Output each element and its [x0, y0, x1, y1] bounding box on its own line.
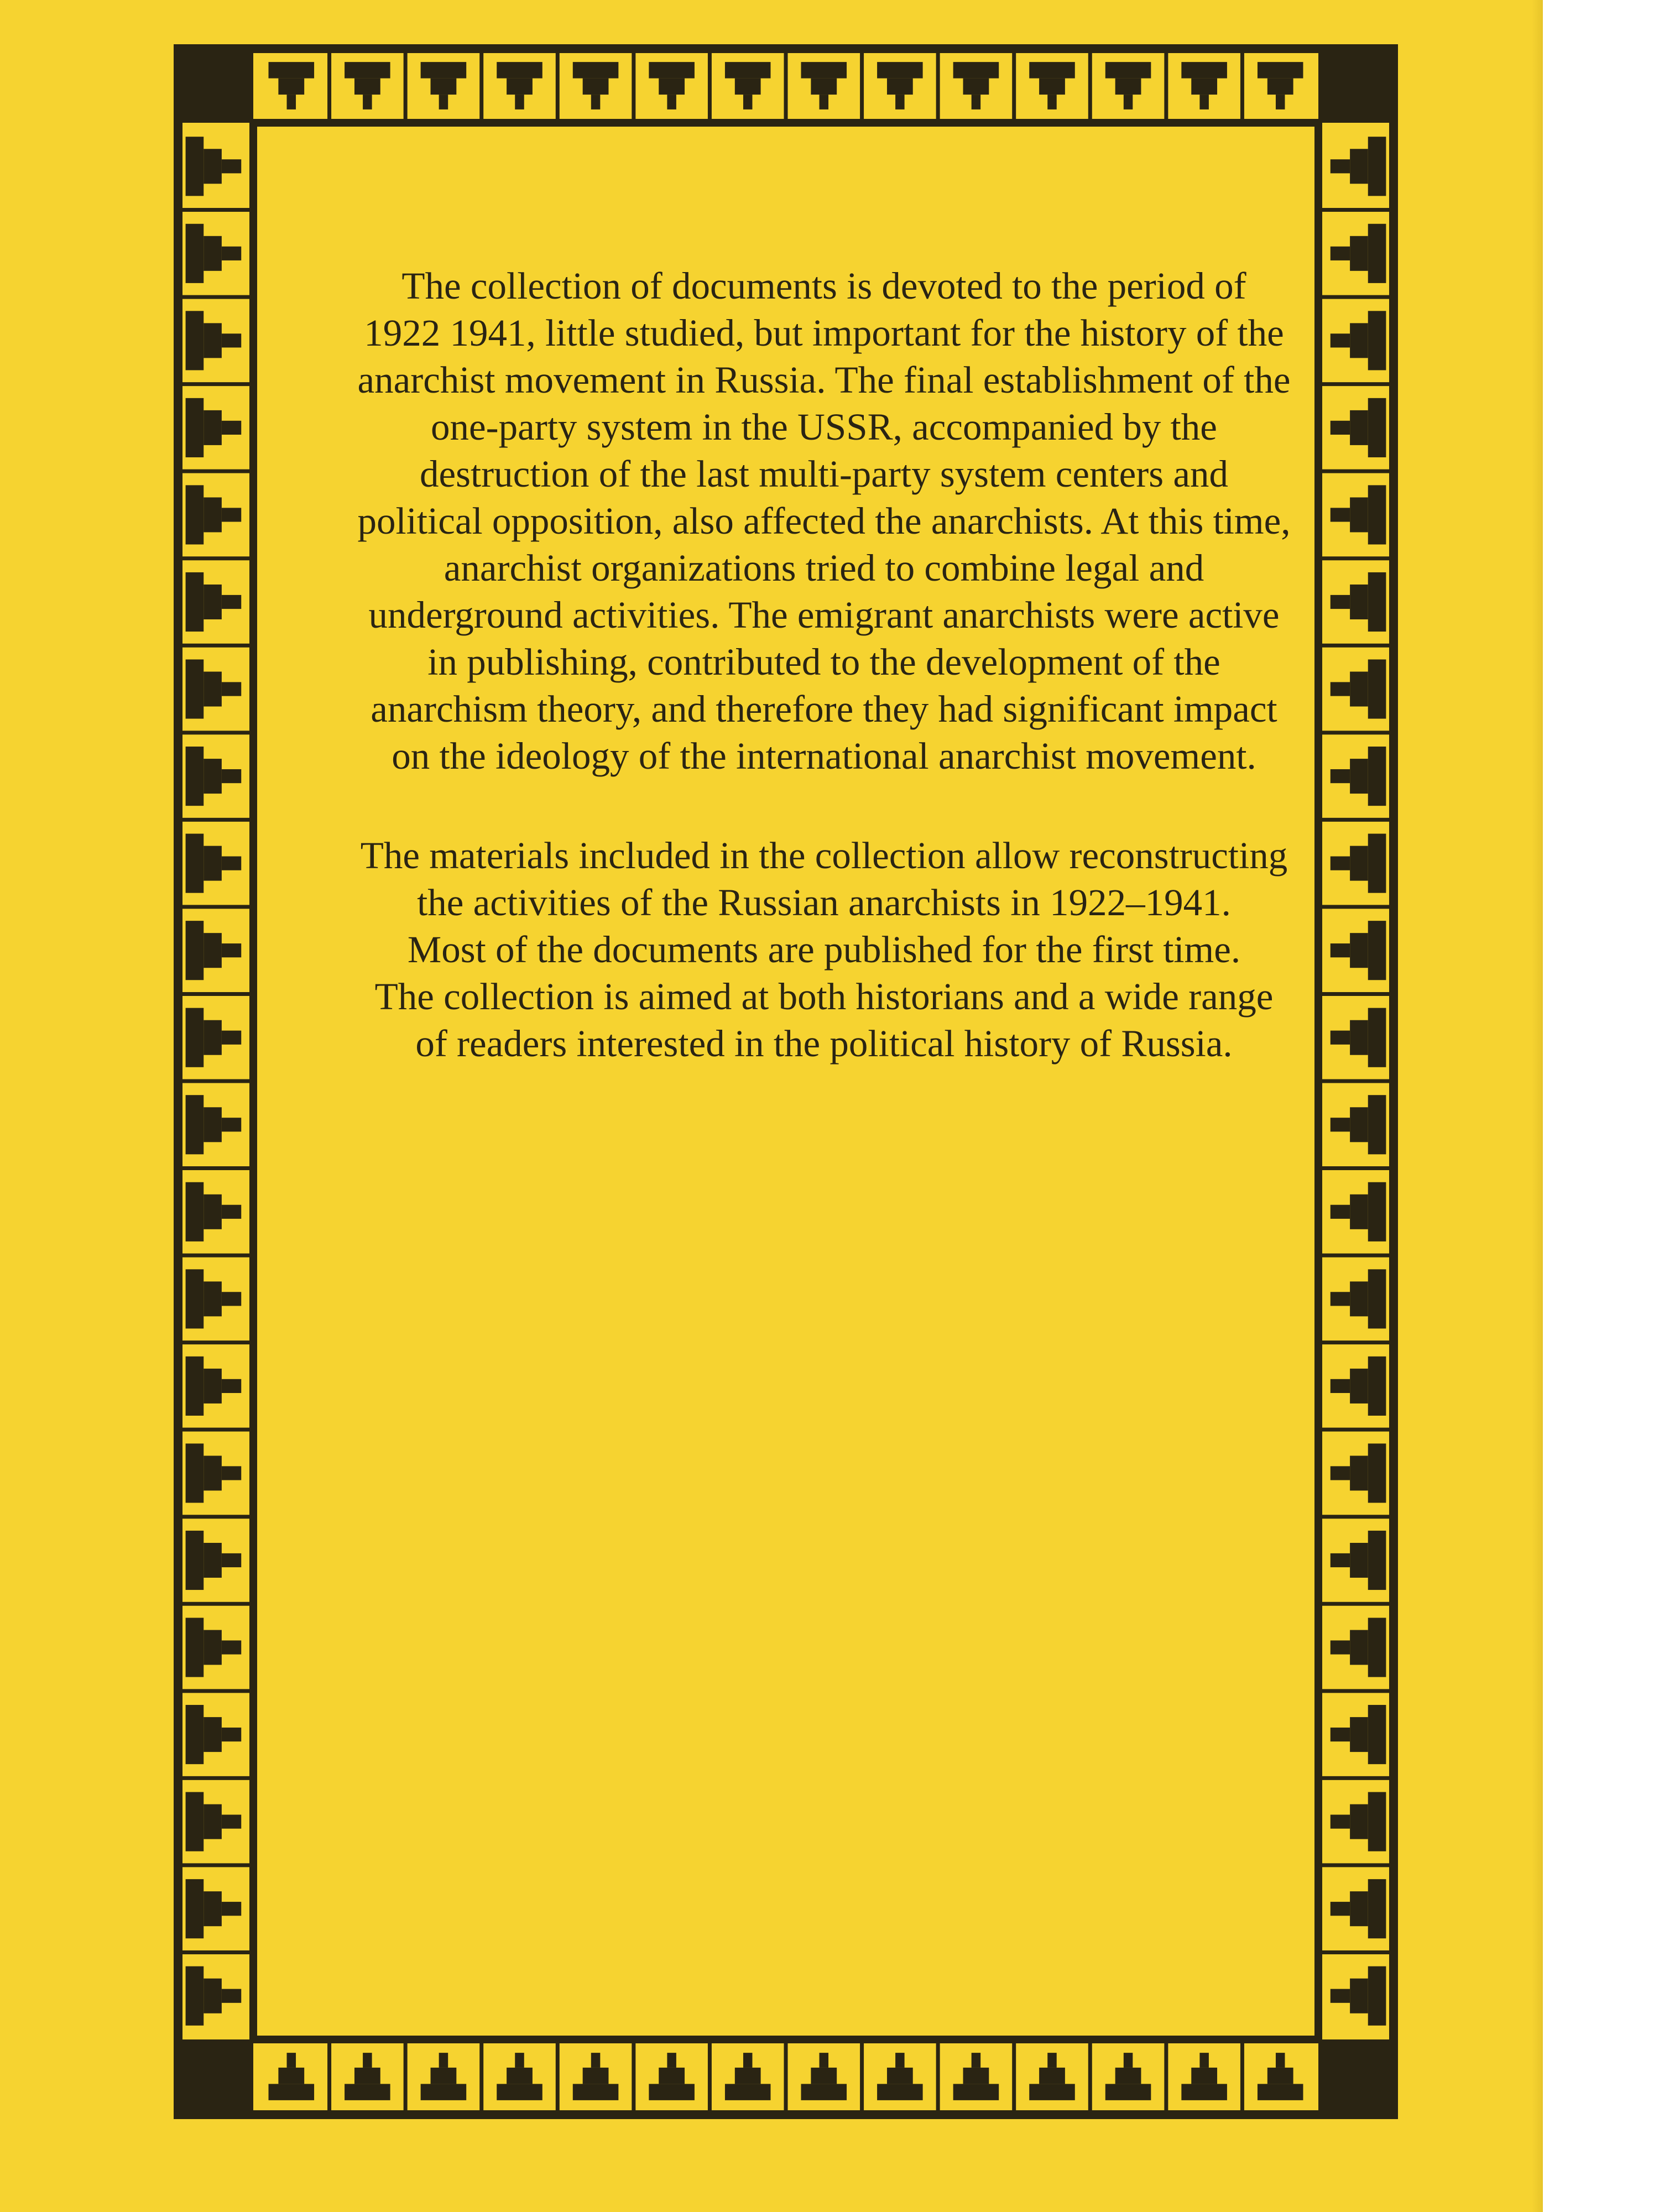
border-motif — [439, 2053, 448, 2068]
border-motif — [725, 62, 771, 78]
border-motif — [1105, 62, 1151, 78]
border-motif — [1368, 1357, 1386, 1416]
border-motif — [204, 323, 222, 358]
border-motif — [1350, 1804, 1368, 1839]
border-motif — [743, 95, 753, 109]
border-motif — [222, 247, 241, 260]
border-motif — [1368, 398, 1386, 457]
border-motif — [591, 2053, 601, 2068]
border-motif — [515, 2053, 524, 2068]
border-motif — [1368, 1095, 1386, 1154]
border-motif — [363, 2053, 372, 2068]
border-motif — [287, 95, 296, 109]
border-motif — [1350, 1717, 1368, 1752]
border-motif — [583, 2068, 609, 2084]
border-motif — [1199, 95, 1209, 109]
border-motif — [1368, 311, 1386, 370]
border-motif — [1350, 1979, 1368, 2013]
border-motif — [972, 95, 981, 109]
description-paragraph-1 — [288, 263, 1360, 780]
border-motif — [1115, 2068, 1141, 2084]
border-motif — [1331, 1815, 1350, 1829]
border-motif — [820, 95, 829, 109]
border-motif — [204, 1020, 222, 1055]
border-motif — [222, 1466, 241, 1480]
border-motif — [801, 2084, 847, 2100]
border-motif — [222, 857, 241, 870]
border-motif — [1368, 747, 1386, 806]
border-motif — [820, 2053, 829, 2068]
border-motif — [1368, 1531, 1386, 1590]
border-motif — [743, 2053, 753, 2068]
border-motif — [1368, 137, 1386, 196]
border-motif — [963, 79, 989, 95]
border-motif — [1331, 1118, 1350, 1131]
border-motif — [222, 1205, 241, 1219]
border-motif — [222, 1379, 241, 1393]
border-motif — [186, 1182, 204, 1241]
border-motif — [222, 1902, 241, 1916]
border-motif — [1350, 1369, 1368, 1404]
border-motif — [222, 682, 241, 696]
border-motif — [1368, 1443, 1386, 1503]
border-corner-br — [1318, 2039, 1394, 2115]
border-motif — [354, 2068, 380, 2084]
border-motif — [421, 62, 467, 78]
border-motif — [811, 2068, 837, 2084]
border-motif — [204, 1543, 222, 1578]
border-motif — [1331, 247, 1350, 260]
border-motif — [1331, 1292, 1350, 1306]
border-motif — [204, 585, 222, 619]
border-motif — [204, 1455, 222, 1490]
border-motif — [573, 2084, 619, 2100]
border-motif — [1331, 1379, 1350, 1393]
border-motif — [649, 62, 695, 78]
border-motif — [186, 1443, 204, 1503]
border-motif — [1029, 62, 1075, 78]
border-motif — [431, 2068, 457, 2084]
border-motif — [222, 1728, 241, 1741]
border-motif — [1039, 2068, 1065, 2084]
border-motif — [725, 2084, 771, 2100]
border-motif — [287, 2053, 296, 2068]
border-motif — [186, 1357, 204, 1416]
border-motif — [186, 659, 204, 718]
border-motif — [497, 2084, 542, 2100]
border-motif — [515, 95, 524, 109]
border-motif — [1368, 1008, 1386, 1067]
border-motif — [1368, 224, 1386, 283]
border-motif — [186, 1792, 204, 1851]
border-motif — [204, 933, 222, 968]
border-motif — [222, 159, 241, 173]
border-motif — [953, 62, 999, 78]
border-motif — [222, 1640, 241, 1654]
border-motif — [222, 1815, 241, 1829]
border-motif — [204, 1717, 222, 1752]
text-line: destruction of the last multi-party system centers and — [419, 453, 1229, 495]
border-motif — [573, 62, 619, 78]
border-motif — [659, 2068, 685, 2084]
border-motif — [887, 79, 913, 95]
border-motif — [204, 1369, 222, 1404]
border-motif — [1047, 95, 1057, 109]
border-motif — [186, 311, 204, 370]
border-motif — [649, 2084, 695, 2100]
border-motif — [497, 62, 542, 78]
border-motif — [1258, 2084, 1303, 2100]
border-motif — [186, 1531, 204, 1590]
border-motif — [222, 421, 241, 435]
border-motif — [345, 2084, 390, 2100]
border-motif — [1350, 149, 1368, 184]
border-motif — [1350, 1281, 1368, 1316]
border-motif — [204, 410, 222, 445]
text-line: anarchism theory, and therefore they had significant impact — [371, 688, 1277, 730]
border-motif — [186, 1966, 204, 2026]
border-motif — [204, 846, 222, 881]
border-motif — [186, 834, 204, 893]
border-motif — [667, 95, 676, 109]
border-motif — [222, 1292, 241, 1306]
border-motif — [204, 1630, 222, 1665]
border-motif — [1368, 1966, 1386, 2026]
text-line: the activities of the Russian anarchists in 1922–1941. — [417, 881, 1231, 924]
border-motif — [204, 236, 222, 271]
border-motif — [1331, 1728, 1350, 1741]
border-motif — [278, 79, 304, 95]
border-motif — [972, 2053, 981, 2068]
border-motif — [431, 79, 457, 95]
text-line: anarchist movement in Russia. The final establishment of the — [357, 359, 1291, 401]
border-motif — [222, 769, 241, 783]
border-motif — [811, 79, 837, 95]
border-motif — [1350, 1630, 1368, 1665]
border-motif — [895, 2053, 905, 2068]
border-motif — [204, 1891, 222, 1926]
border-motif — [1350, 1107, 1368, 1142]
border-motif — [1368, 834, 1386, 893]
text-line: in publishing, contributed to the development of the — [427, 641, 1220, 683]
border-motif — [953, 2084, 999, 2100]
text-line: The collection of documents is devoted to the period of — [401, 265, 1246, 307]
border-motif — [1276, 95, 1285, 109]
border-motif — [186, 485, 204, 544]
border-motif — [186, 1705, 204, 1764]
border-motif — [186, 1618, 204, 1677]
border-motif — [1181, 62, 1227, 78]
cover-edge-shadow — [1532, 0, 1543, 2212]
border-motif — [1350, 1543, 1368, 1578]
border-motif — [222, 1989, 241, 2003]
border-motif — [222, 508, 241, 521]
border-motif — [591, 95, 601, 109]
border-motif — [1331, 1205, 1350, 1219]
border-motif — [1368, 1879, 1386, 1938]
border-motif — [278, 2068, 304, 2084]
border-motif — [1124, 95, 1133, 109]
border-motif — [186, 224, 204, 283]
border-motif — [507, 79, 533, 95]
border-motif — [204, 1194, 222, 1229]
text-line: Most of the documents are published for the first time. — [407, 928, 1241, 971]
border-motif — [583, 79, 609, 95]
border-motif — [1350, 1455, 1368, 1490]
border-motif — [186, 921, 204, 980]
border-motif — [222, 1553, 241, 1567]
border-motif — [1191, 79, 1217, 95]
border-motif — [1191, 2068, 1217, 2084]
border-motif — [735, 2068, 761, 2084]
border-motif — [887, 2068, 913, 2084]
text-line: The materials included in the collection allow reconstructing — [360, 834, 1288, 877]
border-motif — [186, 572, 204, 632]
border-motif — [269, 62, 315, 78]
border-motif — [186, 1008, 204, 1067]
text-line: The collection is aimed at both historians and a wide range — [374, 975, 1274, 1018]
border-motif — [186, 137, 204, 196]
border-motif — [204, 672, 222, 707]
border-motif — [204, 1107, 222, 1142]
border-motif — [1368, 1705, 1386, 1764]
border-motif — [1368, 572, 1386, 632]
border-motif — [1258, 62, 1303, 78]
text-line: political opposition, also affected the anarchists. At this time, — [357, 500, 1291, 542]
border-motif — [1350, 1891, 1368, 1926]
border-corner-tr — [1318, 49, 1394, 123]
border-motif — [1368, 659, 1386, 718]
border-motif — [186, 1095, 204, 1154]
description-paragraph-2 — [288, 832, 1360, 1067]
border-motif — [204, 149, 222, 184]
border-motif — [222, 333, 241, 347]
border-motif — [1276, 2053, 1285, 2068]
border-motif — [222, 595, 241, 609]
border-motif — [1199, 2053, 1209, 2068]
border-motif — [186, 747, 204, 806]
border-motif — [1029, 2084, 1075, 2100]
border-motif — [877, 62, 923, 78]
border-motif — [1368, 1182, 1386, 1241]
border-motif — [363, 95, 372, 109]
border-motif — [659, 79, 685, 95]
border-motif — [222, 943, 241, 957]
border-motif — [421, 2084, 467, 2100]
border-motif — [204, 497, 222, 532]
text-line: on the ideology of the international anarchist movement. — [392, 735, 1256, 777]
border-motif — [1267, 2068, 1293, 2084]
border-motif — [1331, 1466, 1350, 1480]
border-motif — [1368, 1269, 1386, 1328]
border-motif — [1368, 485, 1386, 544]
border-motif — [1331, 1902, 1350, 1916]
border-motif — [186, 398, 204, 457]
border-motif — [204, 759, 222, 794]
border-motif — [1105, 2084, 1151, 2100]
border-motif — [1350, 1194, 1368, 1229]
border-motif — [877, 2084, 923, 2100]
border-motif — [345, 62, 390, 78]
text-line: of readers interested in the political history of Russia. — [415, 1022, 1233, 1065]
border-motif — [354, 79, 380, 95]
border-motif — [204, 1804, 222, 1839]
border-corner-tl — [178, 49, 253, 123]
border-motif — [667, 2053, 676, 2068]
border-motif — [1124, 2053, 1133, 2068]
border-motif — [439, 95, 448, 109]
border-motif — [1267, 79, 1293, 95]
border-motif — [963, 2068, 989, 2084]
border-motif — [895, 95, 905, 109]
border-motif — [507, 2068, 533, 2084]
text-line: underground activities. The emigrant anarchists were active — [368, 594, 1280, 636]
text-line: one-party system in the USSR, accompanied by the — [431, 406, 1217, 448]
border-motif — [222, 1118, 241, 1131]
border-motif — [204, 1979, 222, 2013]
border-motif — [1368, 1618, 1386, 1677]
border-motif — [269, 2084, 315, 2100]
border-motif — [1368, 1792, 1386, 1851]
border-motif — [204, 1281, 222, 1316]
border-motif — [186, 1879, 204, 1938]
border-motif — [1368, 921, 1386, 980]
border-motif — [1331, 159, 1350, 173]
border-motif — [1331, 1640, 1350, 1654]
border-motif — [222, 1031, 241, 1045]
border-motif — [801, 62, 847, 78]
border-motif — [1331, 1989, 1350, 2003]
text-line: anarchist organizations tried to combine legal and — [444, 547, 1204, 589]
border-corner-bl — [178, 2039, 253, 2115]
border-motif — [186, 1269, 204, 1328]
text-line: 1922 1941, little studied, but important for the history of the — [364, 312, 1284, 354]
border-motif — [735, 79, 761, 95]
border-motif — [1115, 79, 1141, 95]
border-motif — [1181, 2084, 1227, 2100]
border-motif — [1039, 79, 1065, 95]
border-motif — [1047, 2053, 1057, 2068]
border-motif — [1331, 1553, 1350, 1567]
